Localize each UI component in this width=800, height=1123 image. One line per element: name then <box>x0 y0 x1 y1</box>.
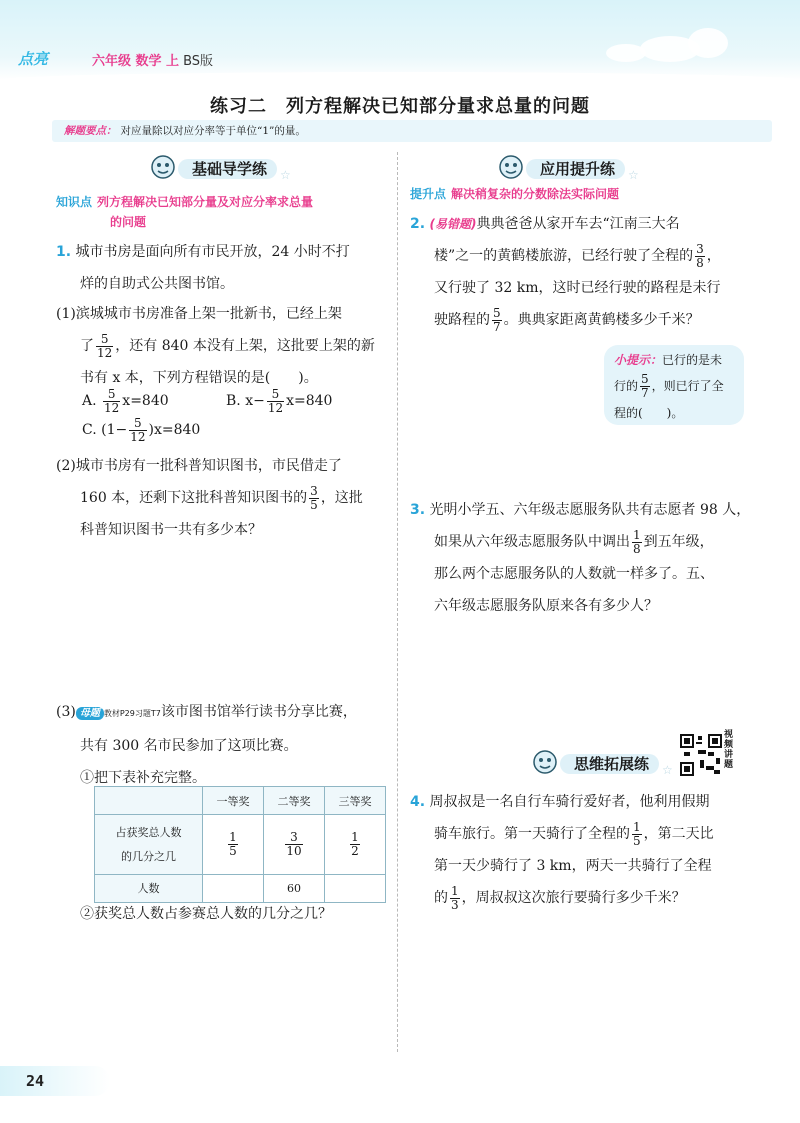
hint-text: ，则已行了全 <box>651 379 724 393</box>
hint-label: 小提示： <box>614 353 663 367</box>
q3-text: 光明小学五、六年级志愿服务队共有志愿者 98 人， <box>429 502 751 518</box>
hint-text: 行的 <box>614 379 639 393</box>
q1-p3-line: 共有 300 名市民参加了这项比赛。 <box>80 738 298 754</box>
numerator: 1 <box>229 830 237 844</box>
q1-p3-sub2: ②获奖总人数占参赛总人数的几分之几？ <box>80 906 332 922</box>
fraction <box>285 831 302 858</box>
denominator: 7 <box>641 386 649 400</box>
grade-text: 六年级 数学 上 <box>92 54 180 69</box>
table-cell <box>95 787 203 815</box>
denominator: 5 <box>310 497 318 512</box>
q1-p2-line: (2)城市书房有一批科普知识图书，市民借走了 <box>56 458 342 474</box>
hint-text: 已行的是未 <box>662 353 723 367</box>
option-text: x=840 <box>286 393 333 409</box>
option-label: B. x− <box>226 393 265 409</box>
denominator: 12 <box>267 400 284 415</box>
tip-text: 对应量除以对应分率等于单位“1”的量。 <box>120 125 306 137</box>
tip-bar <box>52 120 772 142</box>
fraction <box>129 417 146 444</box>
textbook-reference: 教材P29习题T7 <box>103 709 161 718</box>
table-cell <box>264 815 325 875</box>
mascot-icon <box>496 153 526 183</box>
question-number: 3. <box>410 502 426 518</box>
question-3 <box>410 494 790 622</box>
section-title: 思维拓展练 <box>560 754 659 774</box>
table-row <box>95 815 386 875</box>
label-text: 的几分之几 <box>121 849 176 863</box>
q4-text: ，第二天比 <box>643 826 714 842</box>
improvement-point <box>410 184 750 204</box>
denominator: 10 <box>286 844 302 858</box>
q4-text: 的 <box>434 890 448 906</box>
q1-p2-line: 科普知识图书一共有多少本？ <box>80 522 262 538</box>
tip-label: 解题要点： <box>64 125 117 137</box>
page-number: 24 <box>26 1072 45 1090</box>
table-row-label <box>95 815 203 875</box>
numerator: 3 <box>310 483 318 498</box>
q1-p3-prefix: (3) <box>56 704 76 720</box>
denominator: 7 <box>493 319 501 334</box>
fraction <box>96 333 113 360</box>
fraction <box>450 885 460 912</box>
q1-p1-line: (1)滨城城市书房准备上架一批新书，已经上架 <box>56 306 342 322</box>
numerator: 5 <box>641 372 649 386</box>
star-icon: ☆ <box>662 763 673 777</box>
q1-p2-text: 160 本，还剩下这批科普知识图书的 <box>80 490 308 506</box>
q4-line: 第一天少骑行了 3 km，两天一共骑行了全程 <box>434 858 712 874</box>
numerator: 5 <box>129 417 146 431</box>
option-text: )x=840 <box>148 422 201 438</box>
option-label: C. (1− <box>82 422 128 438</box>
kp-text: 解决稍复杂的分数除法实际问题 <box>451 187 620 201</box>
q1-p2-text: ，这批 <box>320 490 363 506</box>
grade-label <box>92 50 213 69</box>
q2-line: 又行驶了 32 km，这时已经行驶的路程是未行 <box>434 280 721 296</box>
option-label: A. <box>82 393 97 409</box>
table-row <box>95 787 386 815</box>
q3-text: 如果从六年级志愿服务队中调出 <box>434 534 630 550</box>
q1-p1-line: 书有 x 本，下列方程错误的是( )。 <box>80 370 318 386</box>
denominator: 5 <box>229 844 237 858</box>
error-prone-tag: (易错题) <box>429 217 477 231</box>
section-title: 应用提升练 <box>526 159 625 179</box>
numerator: 1 <box>633 527 641 542</box>
q1-p1-text: ，还有 840 本没有上架，这批要上架的新 <box>115 338 375 354</box>
q4-text: 骑车旅行。第一天骑行了全程的 <box>434 826 630 842</box>
knowledge-point <box>56 192 386 232</box>
mascot-icon <box>530 748 560 778</box>
option-a[interactable] <box>82 385 169 417</box>
question-1 <box>56 236 396 300</box>
table-cell <box>203 815 264 875</box>
table-header: 一等奖 <box>203 787 264 815</box>
table-cell <box>325 815 386 875</box>
fraction <box>228 831 238 858</box>
fraction <box>350 831 360 858</box>
qr-code-icon[interactable] <box>680 734 722 776</box>
q2-text: 典典爸爸从家开车去“江南三大名 <box>476 216 680 232</box>
question-number: 1. <box>56 244 72 260</box>
section-application <box>496 153 646 181</box>
fraction <box>640 373 650 400</box>
award-table <box>94 786 386 903</box>
denominator: 3 <box>451 897 459 912</box>
hint-box <box>604 345 744 425</box>
numerator: 5 <box>493 305 501 320</box>
version-text: BS版 <box>183 54 214 69</box>
kp-text: 列方程解决已知部分量及对应分率求总量 <box>97 195 314 209</box>
star-icon: ☆ <box>628 168 639 182</box>
numerator: 5 <box>96 333 113 347</box>
denominator: 12 <box>130 429 146 444</box>
q3-line: 六年级志愿服务队原来各有多少人？ <box>434 598 658 614</box>
denominator: 12 <box>97 345 113 360</box>
label-text: 占获奖总人数 <box>115 825 182 839</box>
fraction <box>309 485 319 512</box>
numerator: 1 <box>451 883 459 898</box>
brand-logo: 点亮 <box>18 50 49 68</box>
q1-p1-text: 了 <box>80 338 94 354</box>
numerator: 3 <box>696 241 704 256</box>
denominator: 8 <box>696 255 704 270</box>
page-number-band <box>0 1066 110 1096</box>
fraction <box>267 388 284 415</box>
fraction <box>632 821 642 848</box>
q1-p3-sub1: ①把下表补充完整。 <box>80 770 206 786</box>
denominator: 2 <box>351 844 359 858</box>
mother-question-badge: 母题 <box>76 707 104 720</box>
denominator: 8 <box>633 541 641 556</box>
fraction <box>695 243 705 270</box>
q2-text: 楼”之一的黄鹤楼旅游，已经行驶了全程的 <box>434 248 694 264</box>
question-1-part-2 <box>56 450 396 546</box>
question-2: 2. (易错题)典典爸爸从家开车去“江南三大名 楼”之一的黄鹤楼旅游，已经行驶了全程的 $\frac{3}{8}$ ， 又行驶了 32 km，这时已经行驶的路程是未行 驶路程的 $\frac{5}{7}$ 。典典家距离黄鹤楼多少千米？ <box>410 208 780 336</box>
mascot-icon <box>148 153 178 183</box>
table-header: 三等奖 <box>325 787 386 815</box>
option-text: x=840 <box>122 393 169 409</box>
section-title: 基础导学练 <box>178 159 277 179</box>
fraction <box>632 529 642 556</box>
qr-label: 视频讲题 <box>724 730 734 770</box>
cloud-decoration <box>606 44 646 62</box>
option-c[interactable] <box>82 414 200 446</box>
question-4 <box>410 786 780 914</box>
cloud-decoration <box>688 28 728 58</box>
hint-line: 程的( )。 <box>614 406 684 420</box>
q1-p3-text: 该市图书馆举行读书分享比赛， <box>160 704 357 720</box>
q4-text: ，周叔叔这次旅行要骑行多少千米？ <box>461 890 686 906</box>
question-1-part-1 <box>56 298 396 394</box>
q3-text: 到五年级， <box>643 534 714 550</box>
table-cell: 60 <box>264 875 325 903</box>
q1-line: 烊的自助式公共图书馆。 <box>80 276 234 292</box>
numerator: 5 <box>267 388 284 402</box>
fraction <box>492 307 502 334</box>
answer-blank[interactable] <box>325 875 386 903</box>
q2-text: 。典典家距离黄鹤楼多少千米？ <box>503 312 700 328</box>
numerator: 5 <box>103 388 120 402</box>
kp-text-cont: 的问题 <box>110 215 147 229</box>
numerator: 1 <box>633 819 641 834</box>
page-title: 练习二 列方程解决已知部分量求总量的问题 <box>210 96 590 117</box>
column-divider <box>397 152 398 1052</box>
q1-line: 城市书房是面向所有市民开放，24 小时不打 <box>75 244 350 260</box>
table-row-label: 人数 <box>95 875 203 903</box>
option-b[interactable] <box>226 385 332 417</box>
question-1-part-3 <box>56 696 396 794</box>
numerator: 3 <box>285 831 302 845</box>
section-extension <box>530 748 680 776</box>
q4-text: 周叔叔是一名自行车骑行爱好者，他利用假期 <box>429 794 710 810</box>
question-number: 2. <box>410 216 426 232</box>
star-icon: ☆ <box>280 168 291 182</box>
fraction <box>103 388 120 415</box>
section-basic <box>148 153 298 181</box>
denominator: 12 <box>104 400 120 415</box>
denominator: 5 <box>633 833 641 848</box>
numerator: 1 <box>351 830 359 844</box>
question-number: 4. <box>410 794 426 810</box>
table-header: 二等奖 <box>264 787 325 815</box>
q3-line: 那么两个志愿服务队的人数就一样多了。五、 <box>434 566 714 582</box>
kp-label: 知识点 <box>56 195 93 209</box>
kp-label: 提升点 <box>410 187 447 201</box>
q2-text: 驶路程的 <box>434 312 490 328</box>
